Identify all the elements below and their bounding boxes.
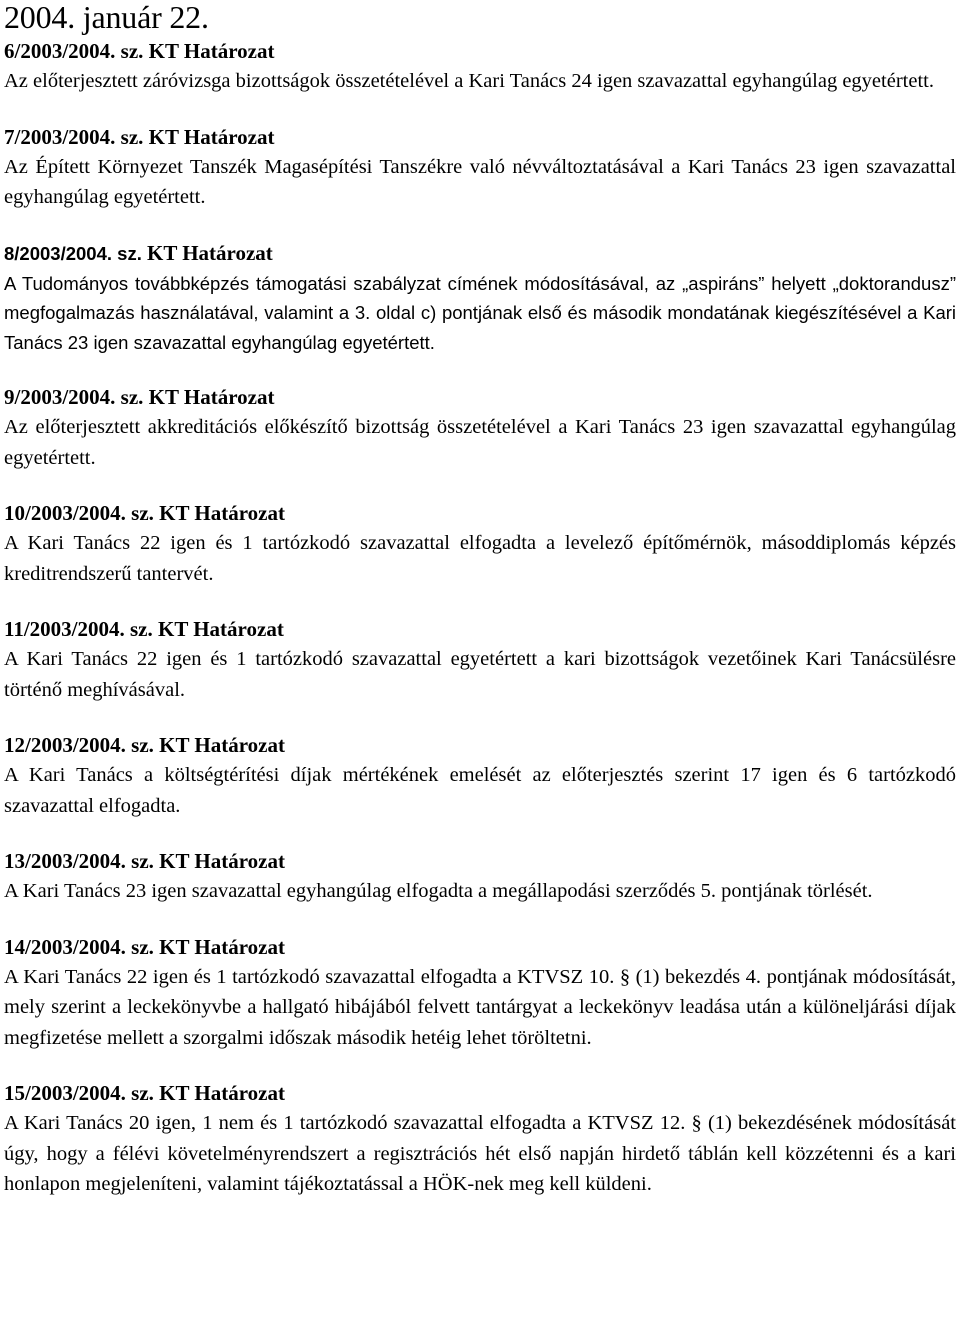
resolution-10	[4, 498, 956, 589]
resolution-number: 10/2003/2004. sz.	[4, 501, 160, 525]
resolution-text: A Kari Tanács 22 igen és 1 tartózkodó szavazattal elfogadta a levelező építőmérnök, másoddiplomás képzés kreditrendszerű tantervét.	[4, 532, 956, 585]
resolution-12	[4, 730, 956, 821]
resolution-kind: KT Határozat	[146, 240, 273, 265]
resolution-title	[4, 382, 956, 412]
resolution-7	[4, 122, 956, 213]
resolution-number: 7/2003/2004. sz.	[4, 124, 149, 149]
resolution-number: 6/2003/2004. sz.	[4, 39, 149, 63]
resolution-text: Az előterjesztett akkreditációs előkészítő bizottság összetételével a Kari Tanács 23 igen szavazattal egyhangúlag egyetértett.	[4, 416, 956, 469]
resolution-kind: KT Határozat	[148, 385, 275, 409]
resolution-kind: KT Határozat	[159, 1081, 285, 1105]
resolution-text: Az Épített Környezet Tanszék Magasépítési Tanszékre való névváltoztatásával a Kari Tanács 23 igen szavazattal egyhangúlag egyetértett.	[4, 155, 956, 208]
resolution-number: 9/2003/2004. sz.	[4, 385, 149, 409]
resolution-title	[4, 730, 956, 760]
resolution-text: Az előterjesztett záróvizsga bizottságok összetételével a Kari Tanács 24 igen szavazattal egyhangúlag egyetértett.	[4, 70, 934, 92]
resolution-title	[4, 122, 956, 152]
resolution-title	[4, 498, 956, 528]
resolution-number: 14/2003/2004. sz.	[4, 934, 160, 959]
resolution-8	[4, 238, 956, 358]
resolution-11	[4, 614, 956, 705]
resolution-14	[4, 932, 956, 1054]
document-page	[4, 0, 956, 1225]
resolution-text: A Kari Tanács 22 igen és 1 tartózkodó szavazattal elfogadta a KTVSZ 10. § (1) bekezdés 4. pontjának módosítását, mely szerint a leckekönyvbe a hallgató hibájából felvett tantárgyat a leckekönyv leadása után a különeljárási díjak megfizetése mellett a szorgalmi időszak második hetéig lehet töröltetni.	[4, 965, 956, 1049]
resolution-number: 15/2003/2004. sz.	[4, 1081, 160, 1105]
resolution-text: A Kari Tanács 23 igen szavazattal egyhangúlag elfogadta a megállapodási szerződés 5. pontjának törlését.	[4, 880, 873, 902]
resolution-kind: KT Határozat	[158, 617, 284, 641]
resolution-title	[4, 238, 956, 269]
resolution-title	[4, 1078, 956, 1108]
resolution-text: A Kari Tanács a költségtérítési díjak mértékének emelését az előterjesztés szerint 17 igen és 6 tartózkodó szavazattal elfogadta.	[4, 764, 956, 817]
resolution-kind: KT Határozat	[159, 501, 285, 525]
resolution-13	[4, 846, 956, 907]
resolution-kind: KT Határozat	[148, 39, 275, 63]
resolution-number: 8/2003/2004. sz.	[4, 242, 147, 264]
resolution-number: 11/2003/2004. sz.	[4, 617, 159, 641]
resolution-15	[4, 1078, 956, 1200]
resolution-kind: KT Határozat	[159, 849, 285, 873]
resolution-title	[4, 846, 956, 876]
resolution-title	[4, 36, 956, 66]
resolution-kind: KT Határozat	[159, 733, 285, 757]
resolution-9	[4, 382, 956, 473]
resolution-kind: KT Határozat	[159, 934, 285, 959]
resolution-text: A Tudományos továbbképzés támogatási szabályzat címének módosításával, az „aspiráns” helyett „doktorandusz” megfogalmazás használatával, valamint a 3. oldal c) pontjának első és második mondatának kiegészítésével a Kari Tanács 23 igen szavazattal egyhangúlag egyetértett.	[4, 272, 956, 353]
resolution-kind: KT Határozat	[148, 124, 275, 149]
resolution-text: A Kari Tanács 20 igen, 1 nem és 1 tartózkodó szavazattal elfogadta a KTVSZ 12. § (1) bekezdésének módosítását úgy, hogy a félévi követelményrendszert a regisztrációs hét első napján hirdető táblán kell közzétenni és a kari honlapon megjeleníteni, valamint tájékoztatással a HÖK-nek meg kell küldeni.	[4, 1112, 956, 1195]
resolution-text: A Kari Tanács 22 igen és 1 tartózkodó szavazattal egyetértett a kari bizottságok vezetőinek Kari Tanácsülésre történő meghívásával.	[4, 648, 956, 701]
resolution-title	[4, 932, 956, 962]
resolution-6	[4, 36, 956, 97]
resolution-number: 12/2003/2004. sz.	[4, 733, 160, 757]
resolution-number: 13/2003/2004. sz.	[4, 849, 160, 873]
date-heading: 2004. január 22.	[4, 0, 209, 35]
resolution-title	[4, 614, 956, 644]
